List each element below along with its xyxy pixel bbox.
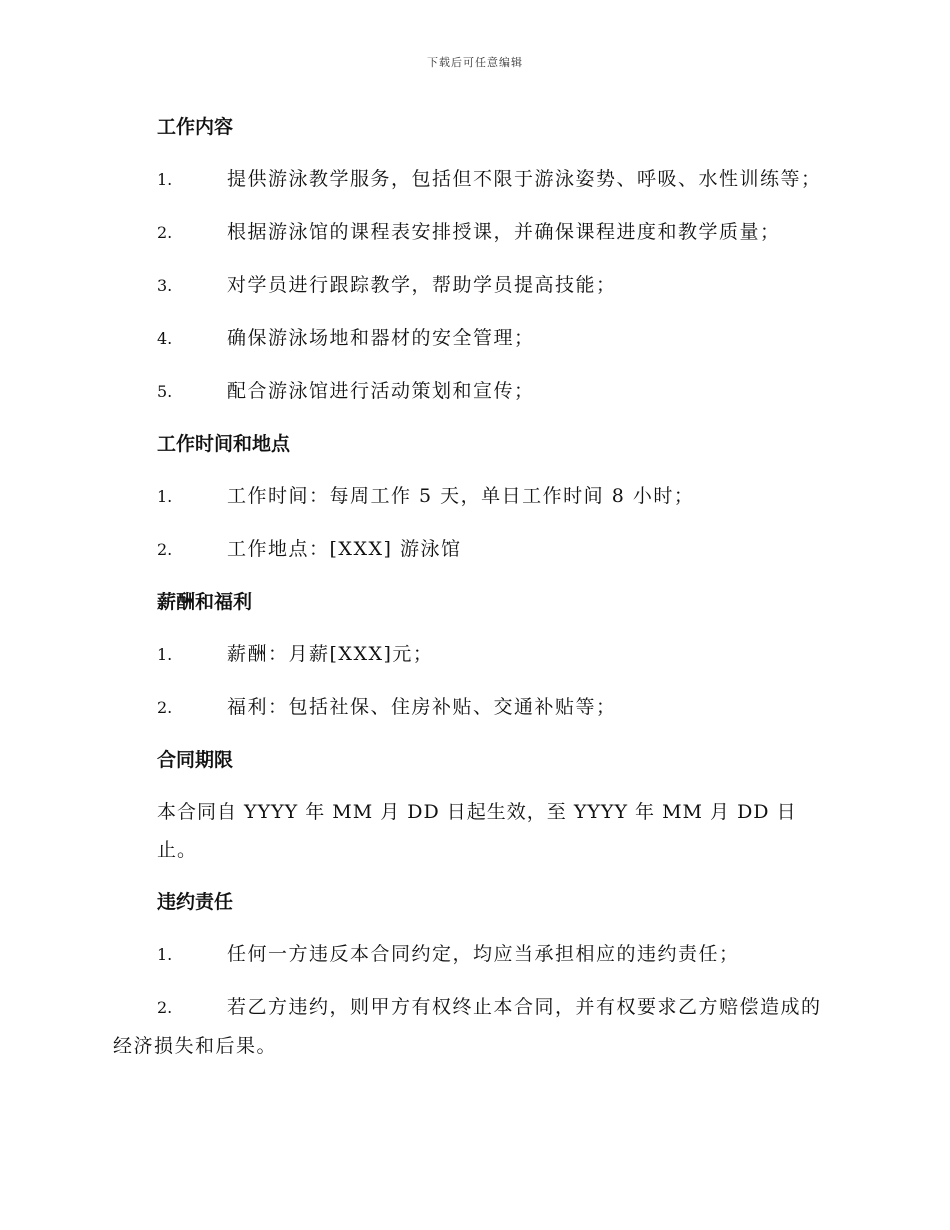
item-number: 5. [157,382,173,401]
item-text: 确保游泳场地和器材的安全管理； [227,327,535,349]
list-item [113,530,835,569]
list-item [113,477,835,516]
item-number: 2. [157,698,173,717]
item-text: 根据游泳馆的课程表安排授课，并确保课程进度和教学质量； [227,221,781,243]
list-item [113,988,835,1065]
list-item [113,688,835,727]
item-number: 1. [157,170,173,189]
item-text: 若乙方违约，则甲方有权终止本合同，并有权要求乙方赔偿造成的经济损失和后果。 [113,996,822,1057]
list-item [113,635,835,674]
item-text: 任何一方违反本合同约定，均应当承担相应的违约责任； [227,943,740,965]
item-number: 4. [157,329,173,348]
section-heading: 工作时间和地点 [157,433,291,455]
item-number: 2. [157,540,173,559]
item-text: 福利：包括社保、住房补贴、交通补贴等； [227,696,617,718]
header-note: 下载后可任意编辑 [427,56,523,69]
list-item [113,160,835,199]
item-text: 薪酬：月薪[XXX]元； [227,643,434,665]
list-item [113,372,835,411]
item-text: 提供游泳教学服务，包括但不限于游泳姿势、呼吸、水性训练等； [227,168,822,190]
item-number: 2. [157,223,173,242]
list-item [113,319,835,358]
item-text: 对学员进行跟踪教学，帮助学员提高技能； [227,274,617,296]
item-number: 1. [157,487,173,506]
item-number: 2. [157,998,173,1017]
list-item [113,266,835,305]
item-number: 3. [157,276,173,295]
section-heading: 合同期限 [157,749,234,771]
item-text: 工作地点：[XXX] 游泳馆 [227,538,462,560]
section-paragraph: 本合同自 YYYY 年 MM 月 DD 日起生效，至 YYYY 年 MM 月 DD 日止。 [157,801,797,861]
section-heading: 违约责任 [157,891,234,913]
section-heading: 工作内容 [157,116,234,138]
item-text: 工作时间：每周工作 5 天，单日工作时间 8 小时； [227,485,695,507]
item-text: 配合游泳馆进行活动策划和宣传； [227,380,535,402]
list-item [113,935,835,974]
document-body [113,108,835,1079]
section-heading: 薪酬和福利 [157,591,253,613]
item-number: 1. [157,645,173,664]
item-number: 1. [157,945,173,964]
list-item [113,213,835,252]
